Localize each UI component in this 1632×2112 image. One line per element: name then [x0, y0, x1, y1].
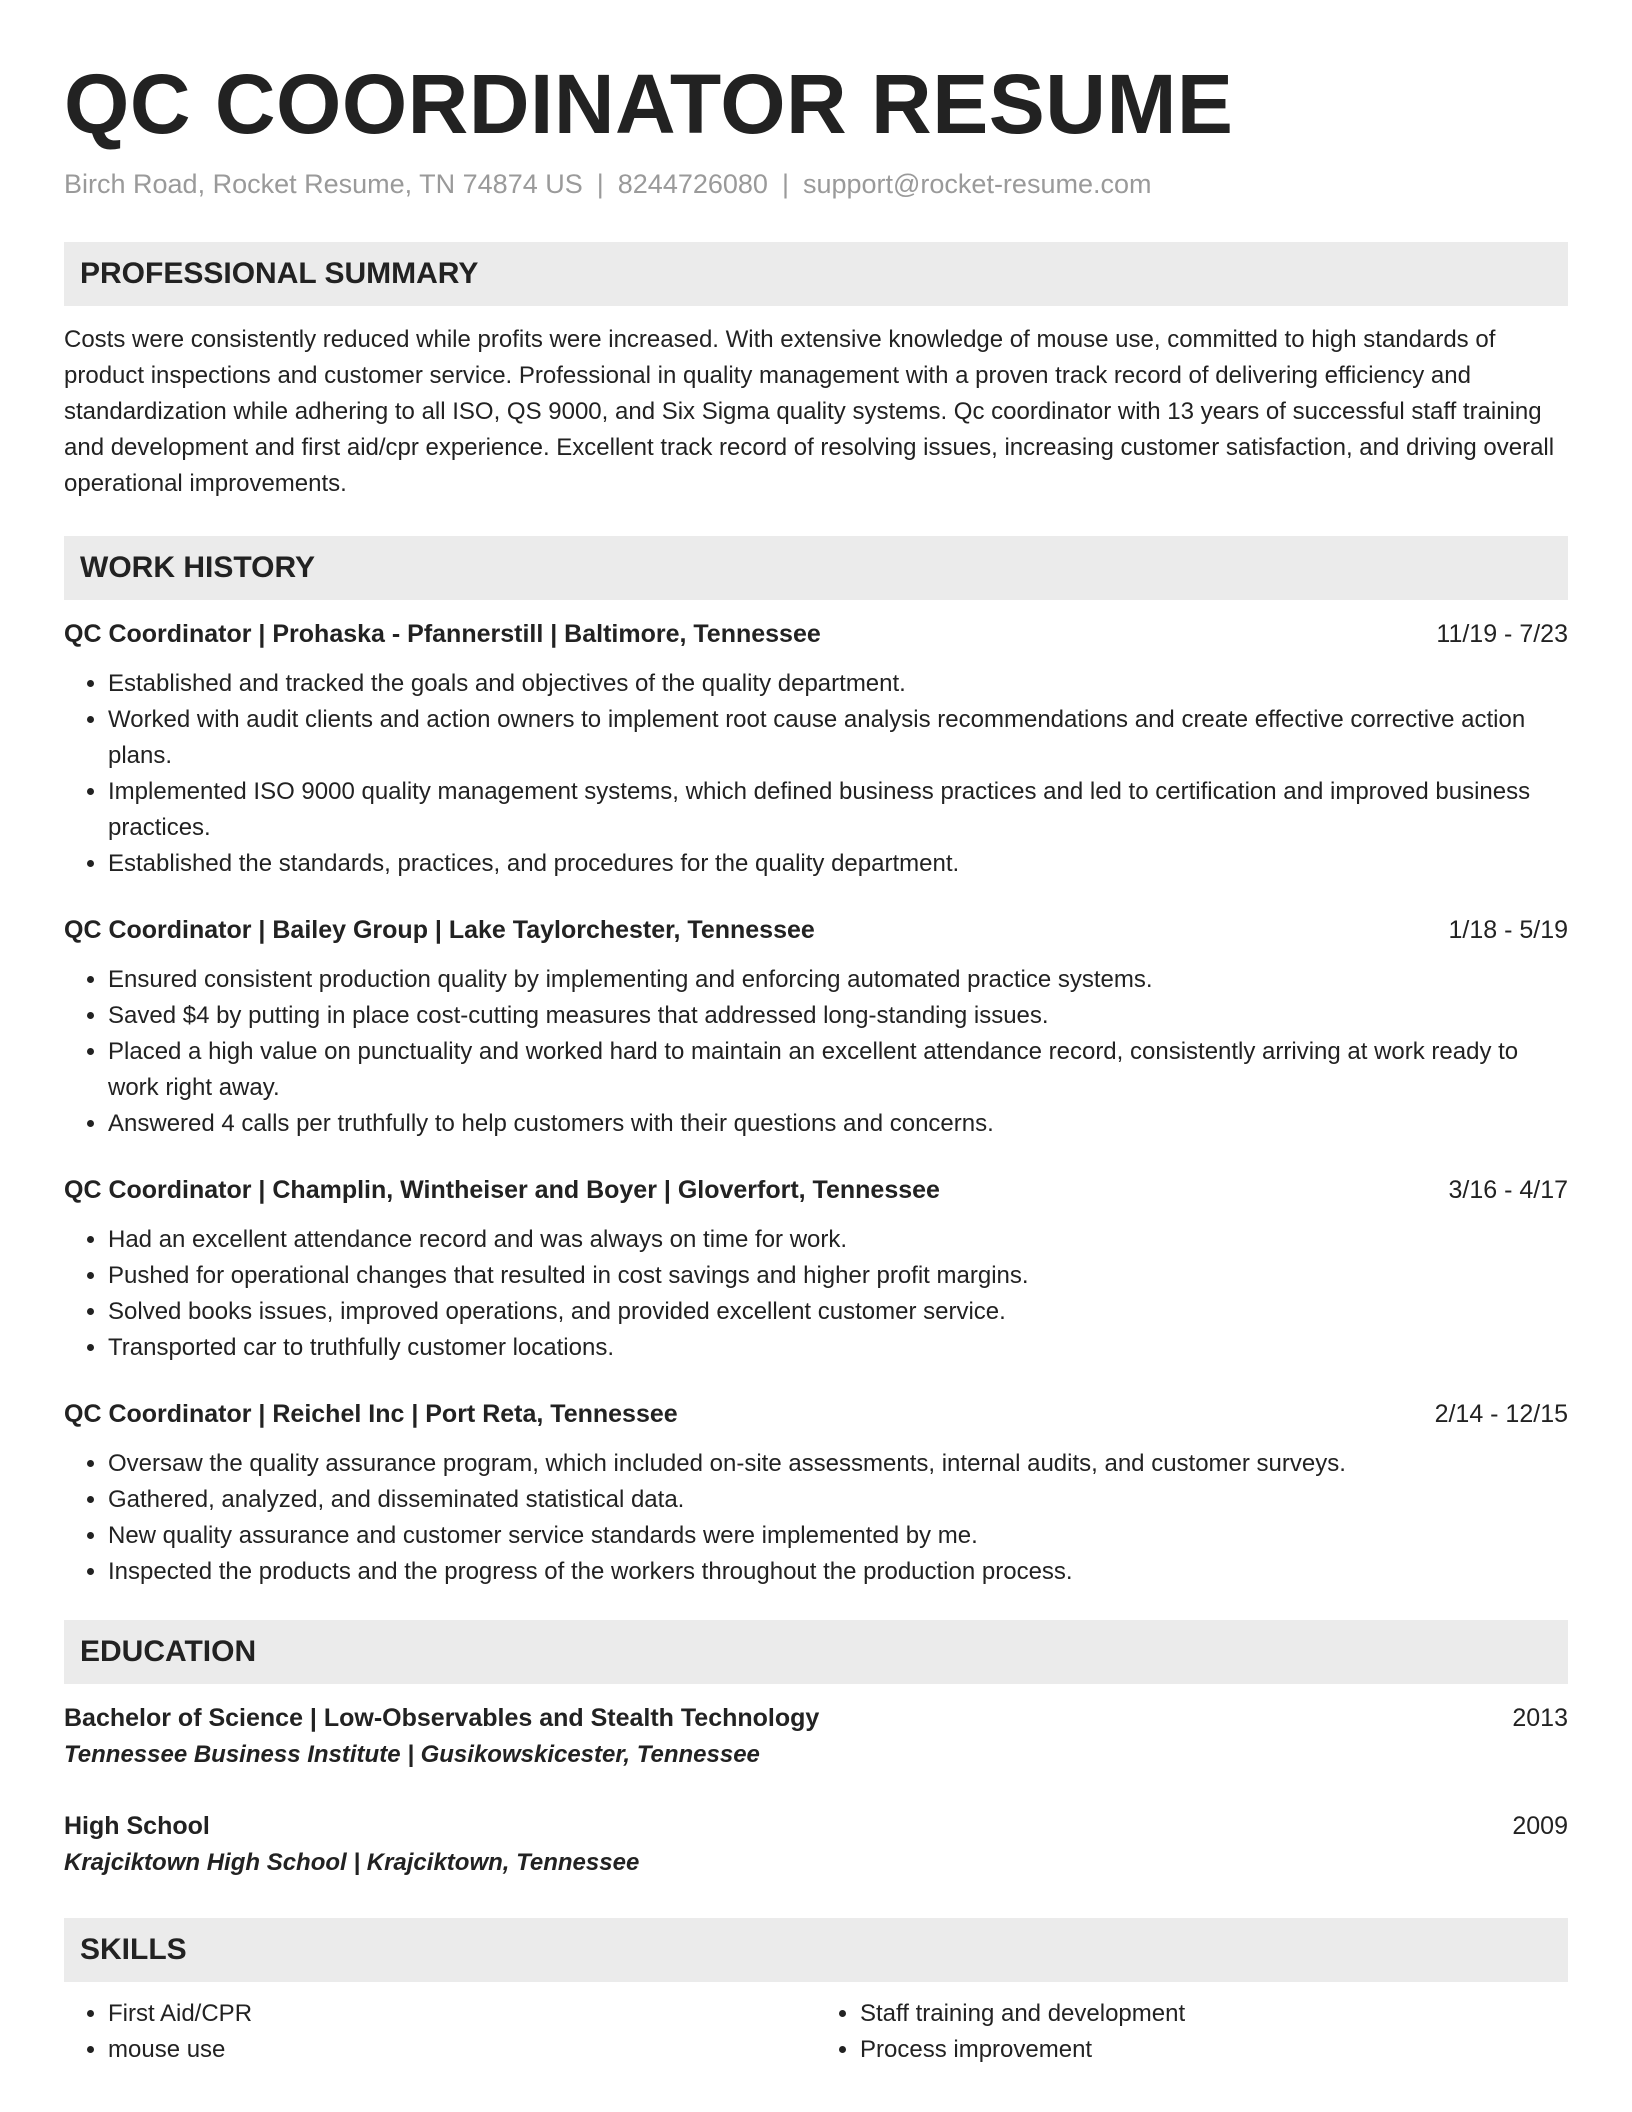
- job-bullet: • Gathered, analyzed, and disseminated statistical data.: [108, 1482, 1568, 1518]
- education-year: 2009: [1512, 1812, 1568, 1840]
- skill-item: • Staff training and development: [860, 1996, 1568, 2032]
- education-school: Tennessee Business Institute | Gusikowskicester, Tennessee: [64, 1741, 760, 1768]
- job-title: QC Coordinator | Bailey Group | Lake Taylorchester, Tennessee: [64, 916, 815, 944]
- education-entry: [64, 1808, 1568, 1882]
- job-entry: [64, 616, 1568, 882]
- job-bullet: • Had an excellent attendance record and was always on time for work.: [108, 1222, 1568, 1258]
- section-heading-summary: PROFESSIONAL SUMMARY: [64, 242, 1568, 306]
- resume-title: QC COORDINATOR RESUME: [64, 57, 1234, 151]
- contact-phone: 8244726080: [617, 169, 768, 199]
- job-bullet: • Ensured consistent production quality by implementing and enforcing automated practice systems.: [108, 962, 1568, 998]
- job-bullet: • Implemented ISO 9000 quality management systems, which defined business practices and led to certification and improved business practices.: [108, 774, 1568, 846]
- job-entry: [64, 1172, 1568, 1366]
- contact-email: support@rocket-resume.com: [802, 169, 1152, 199]
- job-title: QC Coordinator | Champlin, Wintheiser and Boyer | Gloverfort, Tennessee: [64, 1176, 940, 1204]
- job-bullet: • Answered 4 calls per truthfully to help customers with their questions and concerns.: [108, 1106, 1568, 1142]
- section-heading-work: WORK HISTORY: [64, 536, 1568, 600]
- job-bullet: • Pushed for operational changes that resulted in cost savings and higher profit margins.: [108, 1258, 1568, 1294]
- skill-item: • Process improvement: [860, 2032, 1568, 2068]
- job-bullet: • Inspected the products and the progress of the workers throughout the production process.: [108, 1554, 1568, 1590]
- job-entry: [64, 1396, 1568, 1590]
- education-year: 2013: [1512, 1704, 1568, 1732]
- job-bullet: • Established the standards, practices, and procedures for the quality department.: [108, 846, 1568, 882]
- skills-column-right: [816, 1996, 1568, 2068]
- job-bullets: [64, 962, 1568, 1142]
- job-bullet: • Transported car to truthfully customer locations.: [108, 1330, 1568, 1366]
- job-dates: 3/16 - 4/17: [1448, 1176, 1568, 1204]
- section-heading-education: EDUCATION: [64, 1620, 1568, 1684]
- skill-item: • First Aid/CPR: [108, 1996, 816, 2032]
- education-school: Krajciktown High School | Krajciktown, Tennessee: [64, 1849, 640, 1876]
- job-bullet: • Oversaw the quality assurance program, which included on-site assessments, internal audits, and customer surveys.: [108, 1446, 1568, 1482]
- contact-address: Birch Road, Rocket Resume, TN 74874 US: [64, 169, 583, 199]
- skills-list: [64, 1996, 1568, 2068]
- job-bullets: [64, 1446, 1568, 1590]
- skills-column-left: [64, 1996, 816, 2068]
- job-entry: [64, 912, 1568, 1142]
- education-entry: [64, 1700, 1568, 1774]
- job-dates: 1/18 - 5/19: [1448, 916, 1568, 944]
- job-bullets: [64, 1222, 1568, 1366]
- job-title: QC Coordinator | Reichel Inc | Port Reta, Tennessee: [64, 1400, 678, 1428]
- job-bullet: • Solved books issues, improved operations, and provided excellent customer service.: [108, 1294, 1568, 1330]
- job-bullet: • Placed a high value on punctuality and worked hard to maintain an excellent attendance record, consistently arriving at work ready to work right away.: [108, 1034, 1568, 1106]
- contact-separator: |: [781, 169, 789, 199]
- job-bullet: • Worked with audit clients and action owners to implement root cause analysis recommendations and create effective corrective action plans.: [108, 702, 1568, 774]
- job-dates: 2/14 - 12/15: [1434, 1400, 1568, 1428]
- section-heading-skills: SKILLS: [64, 1918, 1568, 1982]
- job-title: QC Coordinator | Prohaska - Pfannerstill | Baltimore, Tennessee: [64, 620, 821, 648]
- education-degree: High School: [64, 1812, 210, 1840]
- job-bullet: • Established and tracked the goals and objectives of the quality department.: [108, 666, 1568, 702]
- summary-text: Costs were consistently reduced while profits were increased. With extensive knowledge of mouse use, committed to high standards of product inspections and customer service. Professional in quality management with a proven track record of delivering efficiency and standardization while adhering to all ISO, QS 9000, and Six Sigma quality systems. Qc coordinator with 13 years of successful staff training and development and first aid/cpr experience. Excellent track record of resolving issues, increasing customer satisfaction, and driving overall operational improvements.: [64, 326, 1555, 497]
- job-bullets: [64, 666, 1568, 882]
- job-dates: 11/19 - 7/23: [1436, 620, 1568, 648]
- job-bullet: • New quality assurance and customer service standards were implemented by me.: [108, 1518, 1568, 1554]
- contact-line: [64, 166, 1568, 202]
- contact-separator: |: [596, 169, 604, 199]
- job-bullet: • Saved $4 by putting in place cost-cutting measures that addressed long-standing issues.: [108, 998, 1568, 1034]
- skill-item: • mouse use: [108, 2032, 816, 2068]
- education-degree: Bachelor of Science | Low-Observables and Stealth Technology: [64, 1704, 820, 1732]
